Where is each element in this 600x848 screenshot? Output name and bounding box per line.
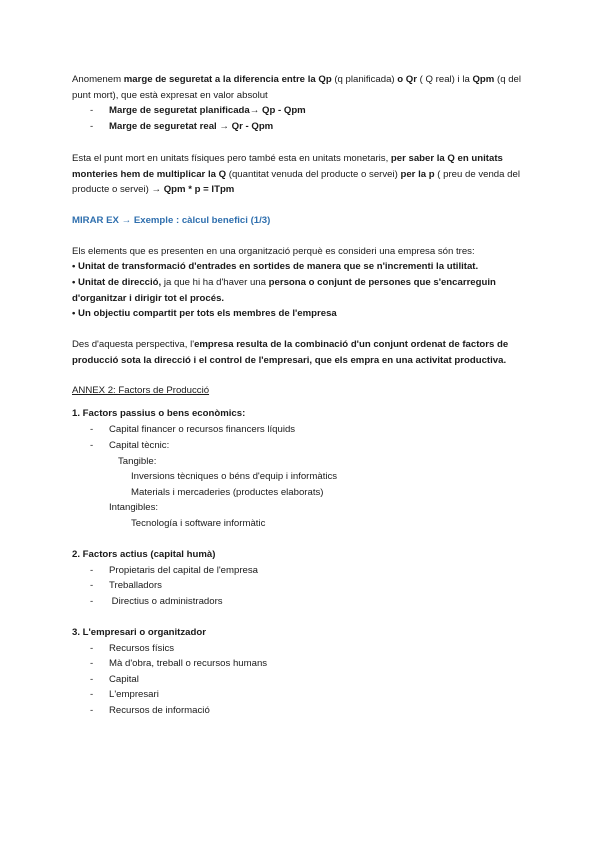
list-item: Tecnología i software informàtic — [131, 518, 266, 529]
annex-title: ANNEX 2: Factors de Producció — [72, 385, 210, 396]
margin-definition-paragraph: Anomenem marge de seguretat a la diferencia entre la Qp (q planificada) o Qr ( Q real) i la Qpm (q del punt mort), que està expresat en valor absolut — [72, 74, 521, 101]
factor2-title: 2. Factors actius (capital humà) — [72, 549, 216, 560]
element-direction: • Unitat de direcció, ja que hi ha d'haver una persona o conjunt de persones que s'encarreguin d'organitzar i dirigir tot el procés. — [72, 277, 496, 304]
intangible-label: Intangibles: — [109, 502, 159, 513]
example-reference: MIRAR EX → Exemple : càlcul benefici (1/3) — [72, 215, 271, 226]
element-transformation: • Unitat de transformació d'entrades en sortides de manera que se n'incrementi la utilitat. — [72, 261, 479, 272]
list-item: Materials i mercaderies (productes elaborats) — [131, 487, 324, 498]
factor1-title: 1. Factors passius o bens econòmics: — [72, 408, 246, 419]
element-objective: • Un objectiu compartit per tots els membres de l'empresa — [72, 308, 337, 319]
tangible-label: Tangible: — [118, 456, 157, 467]
elements-intro: Els elements que es presenten en una organització perquè es consideri una empresa són tres: — [72, 246, 475, 257]
list-item: Inversions tècniques o béns d'equip i informàtics — [131, 471, 338, 482]
break-even-monetary-paragraph: Esta el punt mort en unitats físiques pero també esta en unitats monetaris, per saber la Q en unitats monteries hem de multiplicar la Q (quantitat venuda del producte o servei) per la p ( preu de venda del producte o servei) → Qpm * p = ITpm — [72, 153, 520, 195]
factor3-title: 3. L'empresari o organitzador — [72, 627, 206, 638]
company-perspective-paragraph: Des d'aquesta perspectiva, l'empresa resulta de la combinació d'un conjunt ordenat de factors de producció sota la direcció i el control de l'empresari, que els empra en una activitat productiva. — [72, 339, 509, 366]
